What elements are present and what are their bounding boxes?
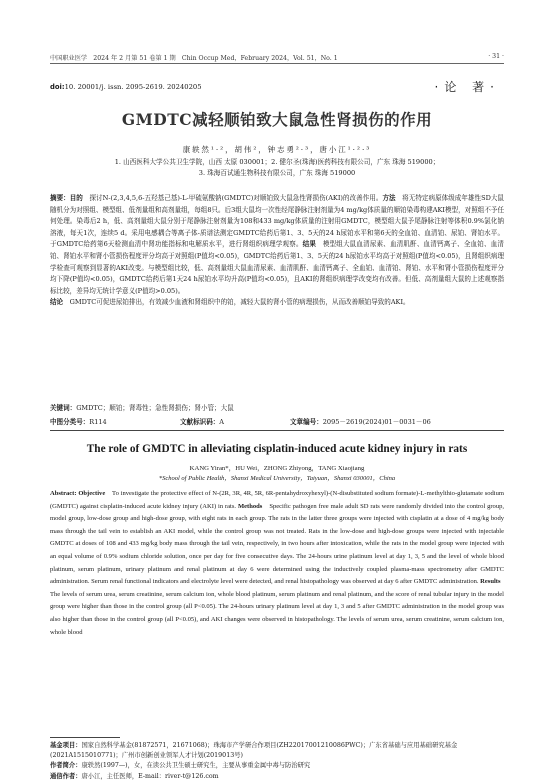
en-methods: Specific pathogen free male adult SD rats were randomly divided into the control group, model group, low-dose group and high-dose group, with eight rats in each group. The rats in the latter three groups were injected with cisplatin at a dose of 4 mg/kg body mass through the tail vein to establish an AKI model, while the control group was not treated. Rats in the low-dose and high-dose groups were injected with injectable GMDTC at doses of 108 and 433 mg/kg body mass through the tail vein, respectively, in two hours after intoxication, while the rats in the model group were injected with an equal volume of 0.9% sodium chloride solution, once per day for five consecutive days. The 24-hours urine platinum level at day 1, 3, 5 and the level of whole blood platinum, serum platinum, urinary platinum and renal platinum at day 6 were determined using the inductively coupled plasma-mass spectrometry after GMDTC administration. Serum renal functional indicators and electrolyte level were detected, and renal histopathology was observed at day 6 after GMDTC administration.: [50, 502, 505, 586]
classification-line: [50, 416, 504, 426]
footnote-rule: [50, 737, 120, 738]
en-results-label: Results: [480, 578, 501, 586]
abstract-results: 模型组大鼠血清尿素、血清肌酐、血清钙离子、全血铂、血清铂、肾铂水平和肾小管损伤程度评分均高于对照组(P值均<0.05)，GMDTC给药后第1、3、5天的24 h尿铂水平均高于对照组(P值均<0.05)，且肾组织病理学检查可观察到显著的AKI改变。与模型组比较，低、高剂量组大鼠血清尿素、血清肌酐、血清钙离子、全血铂、血清铂、肾铂、水平和肾小管损伤程度评分均下降(P值均<0.05)，GMDTC给药后第1天24 h尿铂水平均升高(P值均<0.05)，且AKI的肾组织病理学改变均有改善。但低、高剂量组大鼠的上述观察指标比较，差异均无统计学意义(P值均>0.05)。: [50, 240, 504, 295]
class-label: 中图分类号：: [50, 418, 90, 426]
english-title: The role of GMDTC in alleviating cisplatin-induced acute kidney injury in rats: [86, 443, 468, 455]
methods-label: 方法: [382, 194, 396, 202]
keywords-label: 关键词：: [50, 404, 77, 412]
section-rule: [50, 430, 504, 431]
en-results: The levels of serum urea, serum creatinine, serum calcium ion, whole blood platinum, serum platinum and renal platinum, and the score of renal tubular injury in the model group were higher than those in the control group (all P<0.05). The 24-hours urinary platinum level at day 1, 3 and 5 after GMDTC administration in the model group was also higher than those in the control group (all P<0.05), and AKI changes were observed in histopathology. The levels of serum urea, serum creatinine, serum calcium ion, whole blood: [50, 578, 508, 636]
fund-note: [50, 741, 504, 761]
running-header-journal: 中国职业医学 2024 年 2 月第 51 卷第 1 期 Chin Occup Med，February 2024，Vol. 51，No. 1: [50, 55, 338, 62]
contact-text[interactable]: 唐小江，主任医师，E-mail：river-t@126.com: [81, 772, 219, 780]
footnotes: [50, 741, 504, 782]
author-label: 作者简介：: [50, 762, 82, 770]
contact-label: 通信作者：: [50, 772, 82, 780]
english-abstract: [50, 488, 508, 639]
running-header: [50, 53, 504, 62]
english-authors: KANG Yiran*，HU Wei，ZHONG Zhiyong，TANG Xiaojiang: [189, 465, 365, 472]
chinese-affiliations: [0, 157, 554, 179]
en-methods-label: Methods: [237, 502, 263, 510]
doc-code-value: A: [219, 418, 225, 426]
doc-code-label: 文献标识码：: [180, 418, 220, 426]
keywords-list: GMDTC；顺铂；肾毒性；急性肾损伤；肾小管；大鼠: [76, 404, 234, 412]
abstract-label: 摘要：目的: [50, 194, 83, 202]
author-text: 康轶然(1997—)，女，在读公共卫生硕士研究生，主要从事重金属中毒与防治研究: [81, 762, 311, 770]
page-number: · 31 ·: [488, 53, 504, 60]
abstract-methods: 将无特定病原体级成年雄性SD大鼠随机分为对照组、模型组、低剂量组和高剂量组，每组8只。后3组大鼠均一次性经尾静脉注射剂量为4 mg/kg体质量的顺铂染毒构建AKI模型，对照组不予任何处理。染毒后2 h，低、高剂量组大鼠分别于尾静脉注射剂量为108和433 mg/kg体质量的注射用GMDTC，模型组大鼠予尾静脉注射等体积0.9%氯化钠溶液，每天1次，连续5 d。采用电感耦合等离子体-质谱法测定GMDTC给药后第1、3、5天的24 h尿铂水平和第6天的全血铂、血清铂、尿铂、肾铂水平。于GMDTC给药第6天检测血清中肾功能指标和电解质水平，进行肾组织病理学观察。: [50, 194, 504, 249]
author-note: [50, 761, 504, 771]
column-label: ·论 著·: [434, 80, 500, 94]
chinese-authors: 康轶然¹·²，胡伟²，钟志勇²·³，唐小江¹·²·³: [182, 145, 372, 154]
class-value: R114: [89, 418, 107, 426]
chinese-abstract: [50, 193, 504, 309]
affiliation-line: 3. 珠海百试通生物科技有限公司，广东 珠海 519000: [198, 169, 356, 177]
en-abstract-label: Abstract: Objective: [50, 490, 106, 497]
contact-note: [50, 772, 504, 782]
fund-text: 国家自然科学基金(81872571，21671068)；珠海市产学研合作项目(ZH22017001210086PWC)；广东省基础与应用基础研究基金(2021A1515010771)；广州市创新创业领军人才计划(2019013号): [50, 742, 458, 760]
results-label: 结果: [302, 240, 317, 249]
conclusion-label: 结论: [50, 298, 64, 307]
fund-label: 基金项目：: [50, 742, 82, 749]
article-number-label: 文章编号：: [290, 418, 323, 426]
affiliation-line: 1. 山西医科大学公共卫生学院，山西 太原 030001；2. 健尔圣(珠海)医药科技有限公司，广东 珠海 519000；: [114, 158, 440, 166]
doi-label: doi:: [50, 83, 65, 91]
article-number-value: 2095－2619(2024)01－0031－06: [322, 418, 431, 426]
doi-line: [50, 83, 202, 91]
english-affiliation: *School of Public Health，Shanxi Medical University，Taiyuan，Shanxi 030001，China: [158, 475, 396, 482]
chinese-title: GMDTC减轻顺铂致大鼠急性肾损伤的作用: [121, 110, 433, 129]
abstract-objective: 探讨N-(2,3,4,5,6-五羟基己基)-L-甲硫氨酸钠(GMDTC)对顺铂致大鼠急性肾损伤(AKI)的改善作用。: [82, 194, 383, 202]
keywords: [50, 402, 504, 412]
en-objective: To investigate the protective effect of N-(2R, 3R, 4R, 5R, 6R-pentahydroxyhexyl)-(N-disubstituted sodium formate)-L-methylthio-glutamate sodium (GMDTC) against cisplatin-induced acute kidney injury (AKI) in rats.: [50, 490, 504, 510]
doi-value[interactable]: 10. 20001/j. issn. 2095-2619. 20240205: [64, 83, 202, 91]
abstract-conclusion: GMDTC可促进尿铂排出，有效减少血液和肾组织中的铂，减轻大鼠的肾小管的病理损伤，从而改善顺铂导致的AKI。: [63, 298, 410, 307]
header-rule: [50, 63, 504, 64]
